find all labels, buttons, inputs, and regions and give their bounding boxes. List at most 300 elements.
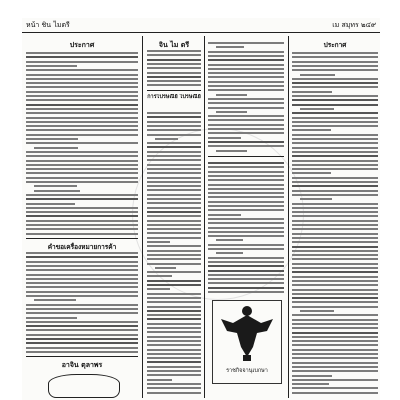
text-line <box>26 164 138 166</box>
text-line <box>147 50 201 52</box>
text-line <box>292 82 378 84</box>
text-line <box>26 181 138 183</box>
text-line <box>208 81 284 83</box>
text-line <box>147 258 201 260</box>
section-rule <box>147 90 201 91</box>
text-line <box>147 215 201 217</box>
text-line <box>26 215 138 217</box>
column-1 <box>26 38 138 398</box>
text-line <box>292 332 378 334</box>
text-line <box>208 257 284 259</box>
text-line <box>26 134 138 136</box>
col4-heading: ประกาศ <box>323 41 347 49</box>
text-line <box>292 142 378 144</box>
text-line <box>26 342 138 344</box>
text-line <box>26 265 138 267</box>
text-line <box>208 196 284 198</box>
text-line <box>147 366 201 368</box>
text-line <box>292 250 378 252</box>
text-line <box>292 271 378 273</box>
text-line <box>208 188 284 190</box>
text-line <box>292 314 378 316</box>
text-line <box>147 263 201 265</box>
text-line <box>147 323 201 325</box>
text-line <box>292 95 378 97</box>
text-line <box>300 108 334 110</box>
text-line <box>26 317 77 319</box>
text-line <box>292 69 378 71</box>
emblem-caption: ราชกิจจานุเบกษา <box>226 368 268 374</box>
text-line <box>147 310 201 312</box>
text-line <box>34 190 80 192</box>
text-line <box>208 270 284 272</box>
text-line <box>26 56 138 58</box>
text-line <box>292 387 378 389</box>
text-line <box>292 383 329 385</box>
section-rule <box>26 356 138 357</box>
text-line <box>147 121 201 123</box>
text-line <box>26 295 138 297</box>
text-line <box>292 129 331 131</box>
text-line <box>147 146 201 148</box>
text-line <box>147 211 201 213</box>
text-line <box>208 205 284 207</box>
text-line <box>26 138 78 140</box>
text-line <box>26 104 138 106</box>
ornament-icon <box>48 374 120 398</box>
text-line <box>26 69 138 71</box>
text-line <box>26 347 138 349</box>
text-line <box>208 107 284 109</box>
text-line <box>292 254 378 256</box>
text-line <box>292 61 378 63</box>
text-line <box>300 310 334 312</box>
text-line <box>26 211 138 213</box>
text-line <box>147 297 201 299</box>
text-line <box>26 228 138 230</box>
text-line <box>292 181 378 183</box>
text-line <box>147 383 201 385</box>
text-line <box>208 278 284 280</box>
text-line <box>26 334 138 336</box>
text-line <box>216 111 247 113</box>
text-line <box>292 375 332 377</box>
text-line <box>26 291 138 293</box>
text-line <box>292 99 378 101</box>
text-line <box>147 241 170 243</box>
text-line <box>26 155 138 157</box>
text-line <box>26 282 138 284</box>
text-line <box>208 222 284 224</box>
text-line <box>292 155 378 157</box>
text-line <box>208 274 284 276</box>
text-line <box>292 138 378 140</box>
text-line <box>147 254 201 256</box>
text-line <box>26 108 138 110</box>
text-line <box>147 159 201 161</box>
text-line <box>292 357 378 359</box>
text-line <box>208 68 284 70</box>
text-line <box>208 209 284 211</box>
text-line <box>26 220 138 222</box>
text-line <box>208 64 284 66</box>
text-line <box>292 353 378 355</box>
text-line <box>292 319 378 321</box>
text-line <box>26 129 138 131</box>
text-line <box>147 237 201 239</box>
text-line <box>208 282 284 284</box>
section-rule <box>26 238 138 239</box>
text-line <box>208 244 284 246</box>
text-line <box>26 269 138 271</box>
text-line <box>147 172 201 174</box>
text-line <box>147 357 201 359</box>
masthead-rule <box>22 32 380 33</box>
text-line <box>292 112 378 114</box>
text-line <box>147 129 201 131</box>
text-line <box>26 329 138 331</box>
text-line <box>147 392 201 394</box>
text-line <box>292 370 378 372</box>
emblem-box <box>212 300 282 384</box>
text-line <box>292 172 331 174</box>
text-line <box>147 228 201 230</box>
text-line <box>26 160 138 162</box>
text-line <box>147 112 201 114</box>
text-line <box>208 218 284 220</box>
text-line <box>147 280 201 282</box>
text-line <box>208 184 284 186</box>
text-line <box>26 207 138 209</box>
text-line <box>292 366 378 368</box>
section-rule <box>208 156 284 157</box>
text-line <box>208 227 284 229</box>
text-line <box>292 241 378 243</box>
text-line <box>292 263 378 265</box>
text-line <box>292 344 378 346</box>
column-3 <box>208 38 284 398</box>
text-line <box>26 52 138 54</box>
text-line <box>292 276 378 278</box>
text-line <box>26 198 138 200</box>
column-rule <box>288 36 289 398</box>
text-line <box>147 177 201 179</box>
text-line <box>26 112 138 114</box>
text-line <box>26 121 138 123</box>
text-line <box>292 379 378 381</box>
text-line <box>292 56 378 58</box>
text-line <box>26 82 138 84</box>
text-line <box>300 74 335 76</box>
text-line <box>26 78 138 80</box>
text-line <box>208 102 284 104</box>
text-line <box>292 258 378 260</box>
text-line <box>147 301 201 303</box>
text-line <box>147 134 201 136</box>
text-line <box>292 267 378 269</box>
text-line <box>147 387 201 389</box>
text-line <box>208 137 241 139</box>
masthead-left: หน้า ชิน ไมตรี <box>26 21 70 29</box>
text-line <box>147 151 201 153</box>
text-line <box>147 116 201 118</box>
text-line <box>26 321 138 323</box>
masthead <box>26 20 376 30</box>
text-line <box>147 155 201 157</box>
text-line <box>147 361 201 363</box>
text-line <box>292 91 332 93</box>
text-line <box>34 299 76 301</box>
text-line <box>292 125 378 127</box>
text-line <box>292 207 378 209</box>
text-line <box>147 84 201 86</box>
text-line <box>26 351 138 353</box>
text-line <box>292 203 378 205</box>
text-line <box>147 271 201 273</box>
text-line <box>26 286 138 288</box>
text-line <box>208 51 284 53</box>
newspaper-page <box>22 18 380 400</box>
text-line <box>208 72 284 74</box>
text-line <box>147 374 201 376</box>
text-line <box>292 297 378 299</box>
col2-heading: จิน ไม ตรี <box>158 40 190 49</box>
text-line <box>26 338 138 340</box>
text-line <box>292 168 378 170</box>
text-line <box>147 306 201 308</box>
text-line <box>208 192 284 194</box>
text-line <box>26 194 138 196</box>
column-4 <box>292 38 378 398</box>
text-line <box>147 59 201 61</box>
text-line <box>147 293 201 295</box>
text-line <box>34 147 78 149</box>
text-line <box>216 94 247 96</box>
text-line <box>26 61 138 63</box>
text-line <box>208 287 284 289</box>
text-line <box>147 185 201 187</box>
text-line <box>292 211 378 213</box>
text-line <box>26 99 138 101</box>
text-line <box>292 323 378 325</box>
text-line <box>208 115 284 117</box>
text-line <box>208 179 284 181</box>
text-line <box>208 141 284 143</box>
text-line <box>26 125 138 127</box>
text-line <box>147 250 201 252</box>
text-line <box>292 220 378 222</box>
text-line <box>208 261 284 263</box>
text-line <box>26 325 138 327</box>
text-line <box>292 65 378 67</box>
text-line <box>147 349 201 351</box>
text-line <box>292 340 378 342</box>
col2-subheading: การไปรษณีย์ ไปรษณีย์ <box>147 94 201 100</box>
text-line <box>26 177 138 179</box>
text-line <box>147 72 201 74</box>
text-line <box>147 63 201 65</box>
text-line <box>208 235 284 237</box>
text-line <box>292 151 378 153</box>
text-line <box>147 370 201 372</box>
text-line <box>208 162 284 164</box>
text-line <box>300 198 332 200</box>
text-line <box>208 98 284 100</box>
text-line <box>208 89 284 91</box>
text-line <box>208 59 284 61</box>
text-line <box>292 190 378 192</box>
text-line <box>26 252 138 254</box>
text-line <box>292 164 378 166</box>
text-line <box>147 288 170 290</box>
text-line <box>208 42 284 44</box>
text-line <box>26 117 138 119</box>
text-line <box>208 85 284 87</box>
text-line <box>147 207 201 209</box>
text-line <box>292 134 378 136</box>
text-line <box>147 344 201 346</box>
text-line <box>292 280 378 282</box>
text-line <box>26 224 138 226</box>
text-line <box>155 267 176 269</box>
text-line <box>147 202 201 204</box>
text-line <box>26 256 138 258</box>
text-line <box>26 261 138 263</box>
text-line <box>155 138 178 140</box>
text-line <box>208 214 241 216</box>
text-line <box>147 80 201 82</box>
text-line <box>147 275 172 277</box>
text-line <box>292 117 378 119</box>
masthead-right: เม สมุทร ๒๔๙ <box>332 21 376 29</box>
text-line <box>208 119 284 121</box>
text-line <box>26 233 138 235</box>
text-line <box>292 246 378 248</box>
text-line <box>26 168 138 170</box>
text-line <box>292 327 378 329</box>
text-line <box>147 168 201 170</box>
text-line <box>147 318 201 320</box>
text-line <box>292 306 378 308</box>
text-line <box>292 228 378 230</box>
text-line <box>147 340 201 342</box>
text-line <box>292 237 378 239</box>
text-line <box>208 128 284 130</box>
text-line <box>147 232 201 234</box>
text-line <box>208 55 284 57</box>
text-line <box>26 308 138 310</box>
text-line <box>147 76 201 78</box>
text-line <box>292 78 378 80</box>
text-line <box>147 220 201 222</box>
text-line <box>208 231 284 233</box>
text-line <box>147 224 201 226</box>
text-line <box>147 198 201 200</box>
text-line <box>147 164 201 166</box>
text-line <box>216 252 243 254</box>
text-line <box>208 201 284 203</box>
text-line <box>147 353 201 355</box>
text-line <box>147 379 172 381</box>
text-line <box>292 362 378 364</box>
column-2 <box>147 38 201 398</box>
text-line <box>216 46 244 48</box>
text-line <box>147 314 201 316</box>
text-line <box>147 194 201 196</box>
text-line <box>292 284 378 286</box>
text-line <box>26 91 138 93</box>
text-line <box>208 166 284 168</box>
text-line <box>26 74 138 76</box>
text-line <box>26 312 138 314</box>
garuda-emblem-icon <box>213 301 281 365</box>
text-line <box>26 151 138 153</box>
text-line <box>292 392 378 394</box>
text-line <box>147 189 201 191</box>
text-line <box>147 284 201 286</box>
text-line <box>208 248 284 250</box>
text-line <box>292 147 378 149</box>
text-line <box>26 65 77 67</box>
text-line <box>26 278 138 280</box>
text-line <box>26 95 138 97</box>
text-line <box>292 121 378 123</box>
text-line <box>208 132 284 134</box>
col1-heading: ประกาศ <box>69 40 95 49</box>
text-line <box>208 145 284 147</box>
text-line <box>147 331 201 333</box>
col1-footer-heading: อาจิน ตุลาพร <box>61 360 103 369</box>
text-line <box>216 239 243 241</box>
text-line <box>292 289 378 291</box>
text-line <box>26 172 138 174</box>
text-line <box>292 224 378 226</box>
text-line <box>292 86 378 88</box>
text-line <box>208 171 284 173</box>
text-line <box>292 194 378 196</box>
text-line <box>208 76 284 78</box>
text-line <box>26 142 138 144</box>
text-line <box>208 291 284 293</box>
text-line <box>292 160 378 162</box>
text-line <box>292 215 378 217</box>
text-line <box>147 327 201 329</box>
text-line <box>292 349 378 351</box>
text-line <box>292 293 378 295</box>
text-line <box>292 177 378 179</box>
text-line <box>216 150 247 152</box>
text-line <box>147 54 201 56</box>
col1-subheading: คำขอเครื่องหมายการค้า <box>47 243 117 251</box>
text-line <box>292 301 378 303</box>
text-line <box>147 181 201 183</box>
text-line <box>147 125 201 127</box>
text-line <box>26 304 138 306</box>
text-line <box>208 265 284 267</box>
text-line <box>292 336 378 338</box>
text-line <box>26 203 75 205</box>
text-line <box>34 185 77 187</box>
text-line <box>26 274 138 276</box>
text-line <box>147 245 201 247</box>
column-rule <box>142 36 143 398</box>
text-line <box>292 104 378 106</box>
column-rule <box>204 36 205 398</box>
text-line <box>147 67 201 69</box>
text-line <box>208 175 284 177</box>
text-line <box>147 142 201 144</box>
text-line <box>292 185 378 187</box>
